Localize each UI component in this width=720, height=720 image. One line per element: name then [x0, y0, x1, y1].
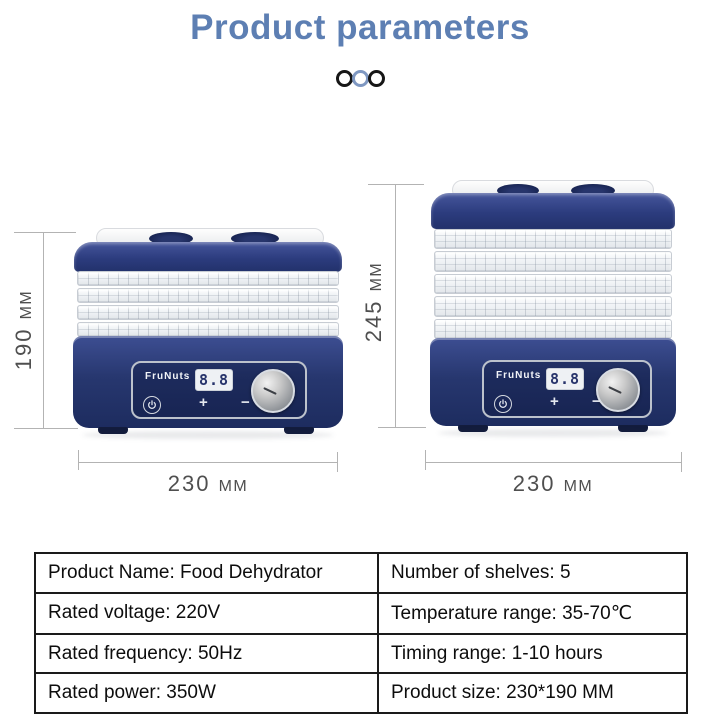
tray-stack	[77, 270, 339, 338]
dimension-line-width-right	[425, 462, 682, 463]
height-label-left: 190 MM	[11, 289, 36, 371]
product-image-left	[70, 226, 346, 441]
width-label-left: 230 MM	[167, 471, 249, 496]
spec-cell-temperature-range: Temperature range: 35-70℃	[378, 593, 687, 634]
width-label-right: 230 MM	[512, 471, 594, 496]
tray-stack	[434, 228, 672, 340]
plus-button: +	[550, 393, 559, 410]
tray	[77, 305, 339, 320]
digital-display: 8.8	[195, 369, 233, 391]
temperature-knob	[251, 369, 295, 413]
dimension-tick	[378, 427, 426, 428]
spec-cell-shelves: Number of shelves: 5	[378, 553, 687, 593]
spec-cell-voltage: Rated voltage: 220V	[35, 593, 378, 634]
control-panel	[131, 361, 307, 419]
spec-cell-frequency: Rated frequency: 50Hz	[35, 634, 378, 674]
dimension-line-height-left	[43, 232, 44, 428]
tray	[77, 322, 339, 337]
dimension-line-height-right	[395, 184, 396, 427]
tray	[434, 319, 672, 339]
tray	[77, 271, 339, 286]
table-row	[35, 673, 687, 713]
power-icon	[494, 395, 512, 413]
spec-cell-product-size: Product size: 230*190 MM	[378, 673, 687, 713]
lid	[431, 193, 675, 229]
plus-button: +	[199, 394, 208, 411]
height-label-right: 245 MM	[361, 261, 386, 343]
pagination-dot[interactable]	[368, 70, 385, 87]
minus-button: −	[241, 394, 250, 411]
dimension-tick	[681, 452, 682, 472]
spec-cell-product-name: Product Name: Food Dehydrator	[35, 553, 378, 593]
table-row	[35, 593, 687, 634]
spec-table	[34, 552, 688, 714]
temperature-knob	[596, 368, 640, 412]
spec-cell-power: Rated power: 350W	[35, 673, 378, 713]
dimension-tick	[368, 184, 424, 185]
tray	[434, 251, 672, 271]
base	[430, 338, 676, 426]
dimension-tick	[14, 428, 78, 429]
dimension-tick	[78, 450, 79, 470]
dimension-line-width-left	[78, 462, 338, 463]
table-row	[35, 634, 687, 674]
tray	[77, 288, 339, 303]
spec-cell-timing-range: Timing range: 1-10 hours	[378, 634, 687, 674]
table-row	[35, 553, 687, 593]
pagination-dot[interactable]	[336, 70, 353, 87]
power-icon	[143, 396, 161, 414]
tray	[434, 229, 672, 249]
dimension-tick	[425, 450, 426, 470]
tray	[434, 274, 672, 294]
page-title: Product parameters	[190, 8, 530, 47]
control-panel	[482, 360, 652, 418]
brand-label: FruNuts	[145, 371, 191, 382]
product-image-right	[428, 178, 678, 440]
pagination-dot-active[interactable]	[352, 70, 369, 87]
shadow	[82, 431, 334, 439]
base	[73, 336, 343, 428]
shadow	[438, 429, 668, 437]
digital-display: 8.8	[546, 368, 584, 390]
minus-button: −	[592, 393, 601, 410]
dimension-tick	[14, 232, 76, 233]
lid	[74, 242, 342, 272]
tray	[434, 296, 672, 316]
pagination-dots	[0, 70, 720, 87]
dimension-tick	[337, 452, 338, 472]
brand-label: FruNuts	[496, 370, 542, 381]
